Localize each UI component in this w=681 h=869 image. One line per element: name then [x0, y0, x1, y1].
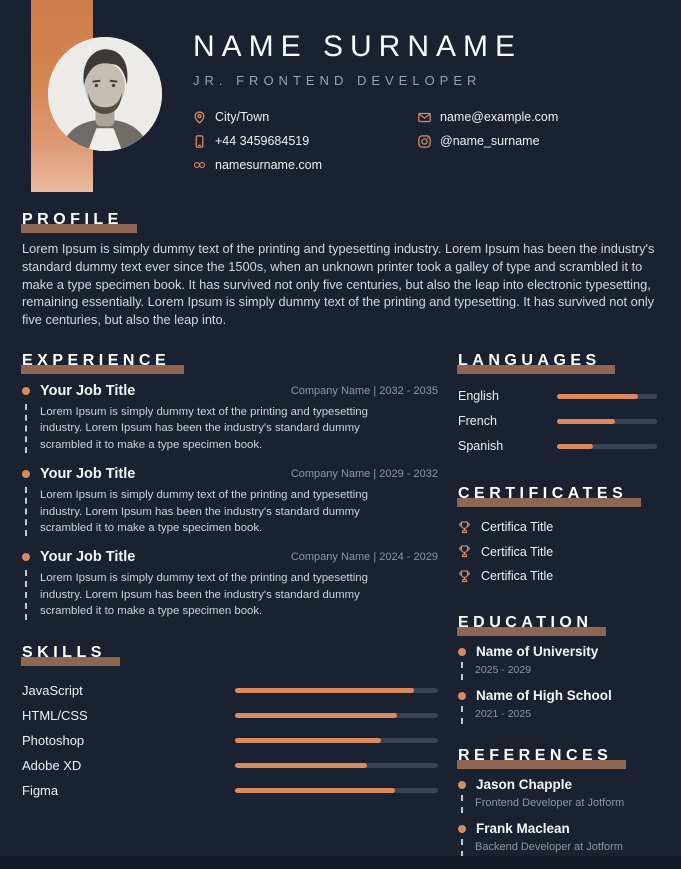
education-name: Name of High School	[476, 688, 612, 704]
contact-location	[193, 105, 418, 129]
languages-heading: LANGUAGES	[458, 351, 605, 370]
experience-item	[22, 466, 438, 536]
experience-section	[22, 351, 438, 620]
skill-bar-fill	[235, 688, 414, 693]
education-item	[458, 644, 657, 680]
portrait-illustration	[48, 37, 162, 151]
bullet-icon	[22, 387, 30, 395]
education-years: 2021 - 2025	[461, 706, 657, 724]
profile-section	[22, 210, 657, 329]
contact-website-text: namesurname.com	[215, 158, 322, 172]
contact-email-text: name@example.com	[440, 110, 559, 124]
skill-bar-fill	[235, 788, 395, 793]
instagram-icon	[418, 135, 431, 148]
certificates-heading: CERTIFICATES	[458, 484, 631, 503]
language-row	[458, 434, 657, 459]
skill-bar	[235, 763, 438, 768]
experience-item	[22, 383, 438, 453]
skill-row	[22, 703, 438, 728]
certificate-title: Certifica Title	[481, 544, 554, 559]
skill-bar	[235, 738, 438, 743]
skill-bar-fill	[235, 763, 367, 768]
job-title: Your Job Title	[40, 549, 136, 566]
reference-role: Frontend Developer at Jotform	[461, 795, 657, 813]
bullet-icon	[22, 553, 30, 561]
person-job-title: JR. FRONTEND DEVELOPER	[193, 73, 482, 88]
skill-name: Adobe XD	[22, 757, 82, 773]
skill-bar	[235, 688, 438, 693]
certificate-item	[458, 564, 657, 589]
contact-location-text: City/Town	[215, 110, 270, 124]
bullet-icon	[22, 470, 30, 478]
education-heading: EDUCATION	[458, 613, 596, 632]
envelope-icon	[418, 111, 431, 124]
job-company-dates: Company Name | 2024 - 2029	[290, 551, 438, 564]
job-title: Your Job Title	[40, 466, 136, 483]
education-section	[458, 613, 657, 724]
education-name: Name of University	[476, 644, 599, 660]
reference-role: Backend Developer at Jotform	[461, 839, 657, 857]
trophy-icon	[458, 570, 471, 583]
job-description: Lorem Ipsum is simply dummy text of the printing and typesetting industry. Lorem Ipsum has been the industry's standard dummy scrambled it to make a type specimen book.	[25, 487, 410, 536]
skill-name: Photoshop	[22, 732, 85, 748]
skill-name: JavaScript	[22, 682, 83, 698]
certificate-item	[458, 515, 657, 540]
contact-phone[interactable]	[193, 129, 418, 153]
contact-email[interactable]	[418, 105, 558, 129]
certificate-title: Certifica Title	[481, 569, 554, 584]
contact-instagram[interactable]	[418, 129, 558, 153]
contact-instagram-text: @name_surname	[440, 134, 540, 148]
experience-heading: EXPERIENCE	[22, 351, 174, 370]
contact-phone-text: +44 3459684519	[215, 134, 310, 148]
skills-section	[22, 643, 438, 803]
certificate-title: Certifica Title	[481, 520, 554, 535]
certificate-item	[458, 539, 657, 564]
job-company-dates: Company Name | 2029 - 2032	[290, 468, 438, 481]
language-bar	[557, 394, 657, 399]
language-bar	[557, 419, 657, 424]
language-bar	[557, 444, 657, 449]
header	[193, 30, 659, 177]
skill-bar-fill	[235, 738, 381, 743]
skill-name: HTML/CSS	[22, 707, 88, 723]
phone-icon	[193, 135, 206, 148]
trophy-icon	[458, 521, 471, 534]
page-bottom-edge	[0, 856, 681, 869]
certificates-section	[458, 484, 657, 589]
education-years: 2025 - 2029	[461, 662, 657, 680]
link-icon	[193, 159, 206, 172]
bullet-icon	[458, 825, 466, 833]
profile-heading: PROFILE	[22, 210, 127, 229]
references-section	[458, 746, 657, 857]
skills-heading: SKILLS	[22, 643, 110, 662]
job-company-dates: Company Name | 2032 - 2035	[290, 384, 438, 397]
skill-row	[22, 678, 438, 703]
location-pin-icon	[193, 111, 206, 124]
job-title: Your Job Title	[40, 382, 136, 399]
skill-bar	[235, 713, 438, 718]
languages-section	[458, 351, 657, 459]
skill-row	[22, 728, 438, 753]
education-item	[458, 688, 657, 724]
language-name: English	[458, 389, 499, 404]
language-bar-fill	[557, 419, 615, 424]
language-bar-fill	[557, 444, 593, 449]
skill-bar	[235, 788, 438, 793]
bullet-icon	[458, 648, 466, 656]
skill-bar-fill	[235, 713, 397, 718]
reference-item	[458, 821, 657, 857]
contact-website[interactable]	[193, 153, 418, 177]
skill-row	[22, 778, 438, 803]
reference-item	[458, 777, 657, 813]
contact-info	[193, 105, 659, 177]
profile-text: Lorem Ipsum is simply dummy text of the printing and typesetting industry. Lorem Ipsum has been the industry's standard dummy text ever since the 1500s, when an unknown printer took a galley of type and scrambled it to make a type specimen book. It has survived not only five centuries, but also the leap into electronic typesetting, remaining essentially. Lorem Ipsum is simply dummy text of the printing and typesetting. It has survived not only five centuries, but also the leap into.	[22, 241, 655, 328]
references-heading: REFERENCES	[458, 746, 616, 765]
reference-name: Frank Maclean	[476, 821, 570, 837]
reference-name: Jason Chapple	[476, 777, 573, 793]
skill-name: Figma	[22, 782, 59, 798]
job-description: Lorem Ipsum is simply dummy text of the printing and typesetting industry. Lorem Ipsum has been the industry's standard dummy scrambled it to make a type specimen book.	[25, 404, 410, 453]
language-row	[458, 384, 657, 409]
language-name: French	[458, 414, 497, 429]
bullet-icon	[458, 692, 466, 700]
job-description: Lorem Ipsum is simply dummy text of the printing and typesetting industry. Lorem Ipsum has been the industry's standard dummy scrambled it to make a type specimen book.	[25, 570, 410, 619]
language-name: Spanish	[458, 439, 504, 454]
trophy-icon	[458, 545, 471, 558]
bullet-icon	[458, 781, 466, 789]
person-name: NAME SURNAME	[193, 30, 523, 63]
skill-row	[22, 753, 438, 778]
language-row	[458, 409, 657, 434]
experience-item	[22, 549, 438, 619]
profile-photo	[48, 37, 162, 151]
language-bar-fill	[557, 394, 638, 399]
resume-body	[22, 210, 657, 865]
